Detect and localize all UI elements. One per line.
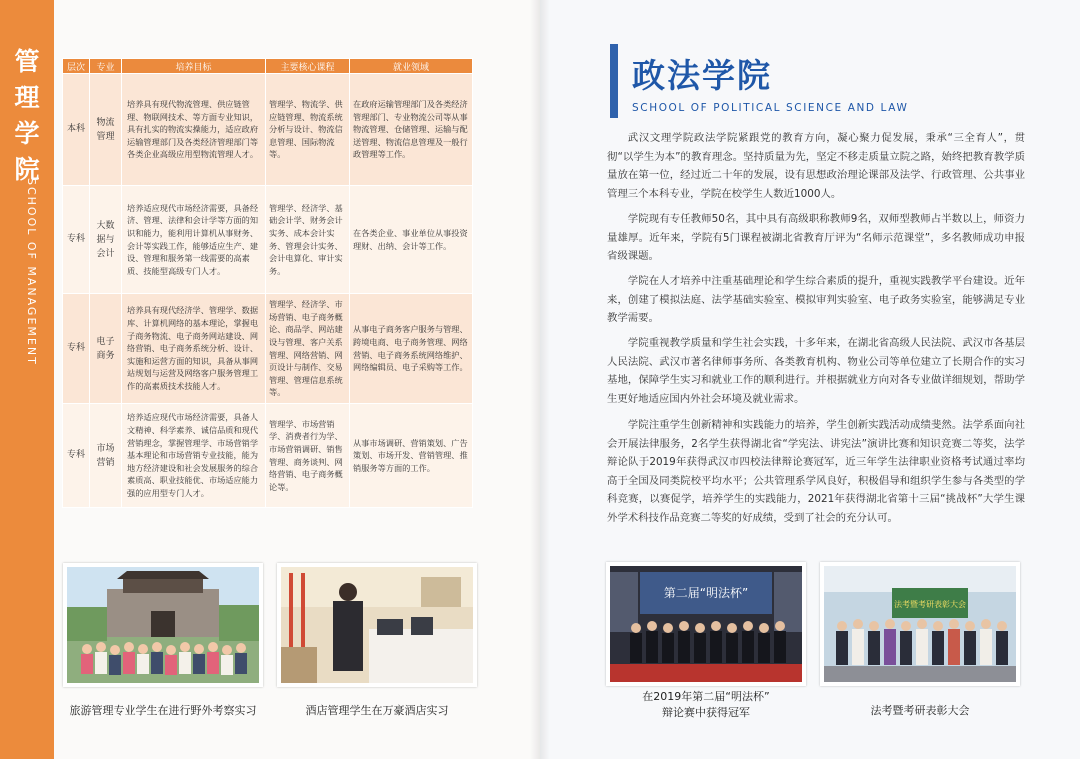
cell-major: 电子商务	[90, 294, 122, 404]
header-employment: 就业领域	[350, 59, 473, 74]
cell-goal: 培养具有现代经济学、管理学、数据库、计算机网络的基本理论，掌握电子商务物流、电子商务网站建设、网络营销、电子商务系统分析、设计、实施和运营方面的知识，具备从事网站规划与运营及网络客户服务管理工作的高素质技术技能人才。	[122, 294, 266, 404]
debate-caption-line1: 在2019年第二届“明法杯”	[642, 690, 770, 703]
cell-courses: 管理学、市场营销学、消费者行为学、市场营销调研、销售管理、商务谈判、网络营销、电子商务概论等。	[266, 404, 350, 508]
cell-goal: 培养适应现代市场经济需要，具备经济、管理、法律和会计学等方面的知识和能力，能利用计算机从事财务、会计等实践工作，能够适应生产、建设、管理和服务第一线需要的高素质、技能型高级专门人才。	[122, 186, 266, 294]
header-level: 层次	[63, 59, 90, 74]
commendation-banner-text: 法考暨考研表彰大会	[894, 600, 966, 609]
cell-level: 专科	[63, 404, 90, 508]
cell-major: 物流管理	[90, 74, 122, 186]
table-row	[63, 404, 473, 508]
table-row	[63, 186, 473, 294]
header-major: 专业	[90, 59, 122, 74]
side-title	[8, 44, 46, 188]
intro-paragraph: 武汉文理学院政法学院紧跟党的教育方向，凝心聚力促发展，秉承“三全育人”，贯彻“以学生为本”的教育理念。坚持质量为先，坚定不移走质量立院之路，始终把教育教学质量放在第一位，经过近二十年的发展，设有思想政治理论课部及法学、行政管理、公共事业管理三个本科专业，学院在校学生人数近1000人。	[607, 132, 1025, 200]
page-subtitle: SCHOOL OF POLITICAL SCIENCE AND LAW	[632, 102, 909, 114]
cell-courses: 管理学、物流学、供应链管理、物流系统分析与设计、物流信息管理、国际物流等。	[266, 74, 350, 186]
innovation-paragraph: 学院注重学生创新精神和实践能力的培养，学生创新实践活动成绩斐然。法学系面向社会开展法律服务，2名学生获得湖北省“学宪法、讲宪法”演讲比赛和知识竞赛二等奖，法学辩论队于2019年获得武汉市四校法律辩论赛冠军，近三年学生法律职业资格考试通过率均高于全国及同类院校平均水平；公共管理系学风良好，积极倡导和组织学生参与各类型的学科竞赛，以赛促学，培养学生的实践能力，2021年获得湖北省第十三届“挑战杯”大学生课外学术科技作品竞赛二等奖的好成绩，受到了社会的充分认可。	[607, 419, 1025, 524]
training-paragraph: 学院在人才培养中注重基础理论和学生综合素质的提升，重视实践教学平台建设。近年来，创建了模拟法庭、法学基础实验室、模拟审判实验室、电子政务实验室，能够满足专业教学需要。	[607, 275, 1025, 325]
cell-level: 本科	[63, 74, 90, 186]
commendation-caption: 法考暨考研表彰大会	[870, 704, 970, 717]
cell-goal: 培养具有现代物流管理、供应链管理、物联网技术、等方面专业知识，具有扎实的物流实操能力，适应政府运输管理部门及各类经济管理部门等各类企业高级应用型物流管理人才。	[122, 74, 266, 186]
debate-champion-photo-illustration	[610, 566, 802, 682]
debate-champion-caption	[606, 689, 806, 721]
commendation-photo-illustration	[824, 566, 1016, 682]
cell-employment: 从事市场调研、营销策划、广告策划、市场开发、营销管理、推销服务等方面的工作。	[350, 404, 473, 508]
field-trip-photo-illustration	[67, 567, 259, 683]
cell-courses: 管理学、经济学、市场营销、电子商务概论、商品学、网站建设与管理、客户关系管理、网络营销、网页设计与制作、交易管理、管理信息系统等。	[266, 294, 350, 404]
cell-employment: 在各类企业、事业单位从事投资理财、出纳、会计等工作。	[350, 186, 473, 294]
hotel-internship-photo	[277, 563, 477, 687]
hotel-internship-caption: 酒店管理学生在万豪酒店实习	[305, 704, 449, 717]
side-title-char: 管	[14, 47, 40, 76]
table-row	[63, 74, 473, 186]
training-plan-table	[62, 58, 473, 508]
faculty-paragraph: 学院现有专任教师50名，其中具有高级职称教师9名，双师型教师占半数以上，师资力量雄厚。近年来，学院有5门课程被湖北省教育厅评为“名师示范课堂”，多名教师成功申报省级课题。	[607, 213, 1025, 263]
cell-employment: 从事电子商务客户服务与管理、跨境电商、电子商务管理、网络营销、电子商务系统网络维护、网络编辑员、电子采购等工作。	[350, 294, 473, 404]
debate-banner-text: 第二届“明法杯”	[663, 586, 749, 600]
side-title-char: 理	[14, 83, 40, 112]
page-gutter	[530, 0, 550, 759]
header-goal: 培养目标	[122, 59, 266, 74]
title-accent-bar	[610, 44, 618, 118]
header-courses: 主要核心课程	[266, 59, 350, 74]
side-title-char: 院	[14, 155, 40, 184]
cell-major: 市场营销	[90, 404, 122, 508]
commendation-photo	[820, 562, 1020, 686]
side-title-english: SCHOOL OF MANAGEMENT	[25, 178, 38, 366]
table-row	[63, 294, 473, 404]
cell-major: 大数据与会计	[90, 186, 122, 294]
cell-courses: 管理学、经济学、基础会计学、财务会计实务、成本会计实务、管理会计实务、会计电算化、审计实务。	[266, 186, 350, 294]
cell-goal: 培养适应现代市场经济需要，具备人文精神、科学素养、诚信品质和现代营销理念，掌握管理学、市场营销学基本理论和市场营销专业技能，能为地方经济建设和社会发展服务的综合素质高、职业技能优、市场适应能力强的应用型专门人才。	[122, 404, 266, 508]
debate-champion-photo	[606, 562, 806, 686]
table-header-row	[63, 59, 473, 74]
hotel-internship-photo-illustration	[281, 567, 473, 683]
practice-paragraph: 学院重视教学质量和学生社会实践，十多年来，在湖北省高级人民法院、武汉市各基层人民法院、武汉市著名律师事务所、各类教育机构、物业公司等单位建立了长期合作的实习基地，保障学生实习和就业工作的顺利进行。并根据就业方向对各专业做详细规划，帮助学生更好地适应国内外社会环境及就业需求。	[607, 337, 1025, 405]
field-trip-photo	[63, 563, 263, 687]
field-trip-caption: 旅游管理专业学生在进行野外考察实习	[69, 704, 257, 717]
cell-employment: 在政府运输管理部门及各类经济管理部门、专业物流公司等从事物流管理、仓储管理、运输与配送管理、物流信息管理及一般行政管理等工作。	[350, 74, 473, 186]
side-band	[0, 0, 54, 759]
side-title-char: 学	[14, 119, 40, 148]
page-title: 政法学院	[632, 56, 772, 95]
debate-caption-line2: 辩论赛中获得冠军	[662, 706, 750, 719]
cell-level: 专科	[63, 294, 90, 404]
cell-level: 专科	[63, 186, 90, 294]
